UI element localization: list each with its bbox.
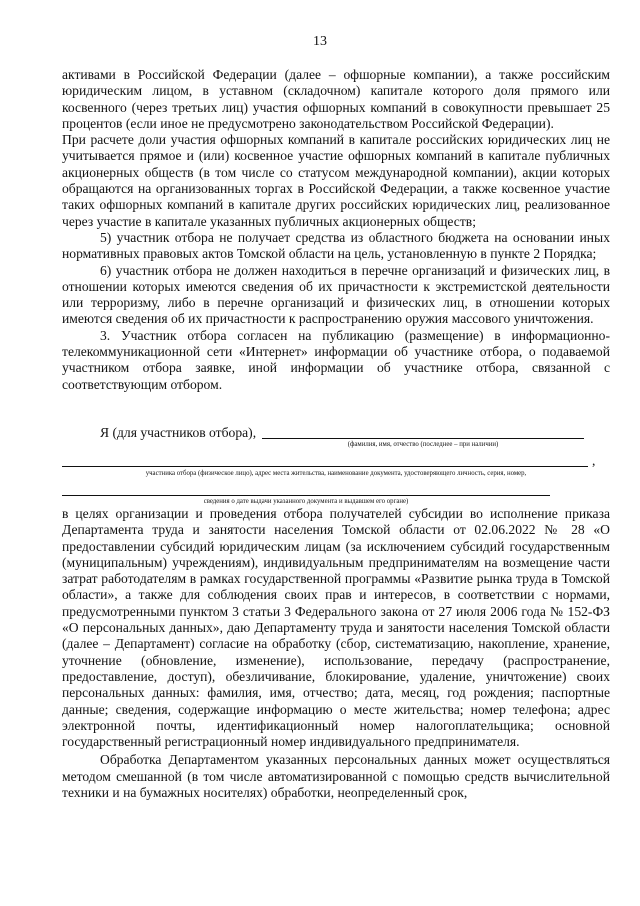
paragraph-processing: Обработка Департаментом указанных персональных данных может осуществляться методом смешанной (в том числе автоматизированной с помощью средств вычислительной техники и на бумажных носителях) обработки, неопределенный срок, [62, 752, 610, 801]
field-comma: , [592, 453, 596, 468]
paragraph-item-6: 6) участник отбора не должен находиться в перечне организаций и физических лиц, в отношении которых имеются сведения об их причастности к экстремистской деятельности или терроризму, либо в перечне организаций и физических лиц, в отношении которых имеются сведения об их причастности к распространению оружия массового уничтожения. [62, 262, 610, 327]
paragraph-section-3: 3. Участник отбора согласен на публикацию (размещение) в информационно-телекоммуникационной сети «Интернет» информации об участнике отбора, о подаваемой участником отбора заявке, иной информации об участнике отбора, связанной с соответствующим отбором. [62, 327, 610, 392]
page-number: 13 [313, 34, 327, 49]
address-document-caption: участника отбора (физическое лицо), адрес места жительства, наименование документа, удостоверяющего личность, серия, номер, [145, 470, 527, 477]
paragraph-offshore-calculation: При расчете доли участия офшорных компаний в капитале российских юридических лиц не учитывается прямое и (или) косвенное участие офшорных компаний в капитале публичных акционерных обществ (в том числе со статусом международной компании), акции которых обращаются на организованных торгах в Российской Федерации, а также косвенное участие таких офшорных компаний в капитале других российских юридических лиц, реализованное через участие в капитале указанных публичных акционерных обществ; [62, 132, 610, 229]
paragraph-item-5: 5) участник отбора не получает средства из областного бюджета на основании иных нормативных правовых актов Томской области на цель, установленную в пункте 2 Порядка; [62, 229, 610, 262]
full-name-field-line[interactable] [262, 438, 584, 439]
full-name-caption: (фамилия, имя, отчество (последнее – при наличии) [347, 441, 499, 448]
body-text-top [62, 67, 610, 393]
document-issue-caption: сведения о дате выдачи указанного документа и выдавшем его органе) [203, 498, 409, 505]
paragraph-consent: в целях организации и проведения отбора получателей субсидии во исполнение приказа Департамента труда и занятости населения Томской области от 02.06.2022 № 28 «О предоставлении субсидий юридическим лицам (за исключением субсидий государственным (муниципальным) учреждениям), индивидуальным предпринимателям на возмещение части затрат работодателям в рамках государственной программы «Развитие рынка труда в Томской области», а также для соблюдения своих прав и интересов, в соответствии с нормами, предусмотренными пунктом 3 статьи 3 Федерального закона от 27 июля 2006 года № 152-ФЗ «О персональных данных», даю Департаменту труда и занятости населения Томской области (далее – Департамент) согласие на обработку (сбор, систематизацию, накопление, хранение, уточнение (обновление, изменение), использование, передачу (распространение, предоставление, доступ), обезличивание, блокирование, удаление, уничтожение) своих персональных данных: фамилия, имя, отчество; дата, месяц, год рождения; паспортные данные; сведения, содержащие информацию о месте жительства; номер телефона; адрес электронной почты, идентификационный номер налогоплательщика; основной государственный регистрационный номер индивидуального предпринимателя. [62, 506, 610, 750]
consent-label: Я (для участников отбора), [100, 425, 257, 440]
paragraph-offshore-continuation: активами в Российской Федерации (далее – офшорные компании), а также российским юридическим лицом, в уставном (складочном) капитале которого доля прямого или косвенного (через третьих лиц) участия офшорных компаний в совокупности превышает 25 процентов (если иное не предусмотрено законодательством Российской Федерации). [62, 67, 610, 131]
body-text-bottom [62, 506, 610, 801]
address-document-field-line[interactable] [62, 466, 588, 467]
document-issue-field-line[interactable] [62, 495, 550, 496]
